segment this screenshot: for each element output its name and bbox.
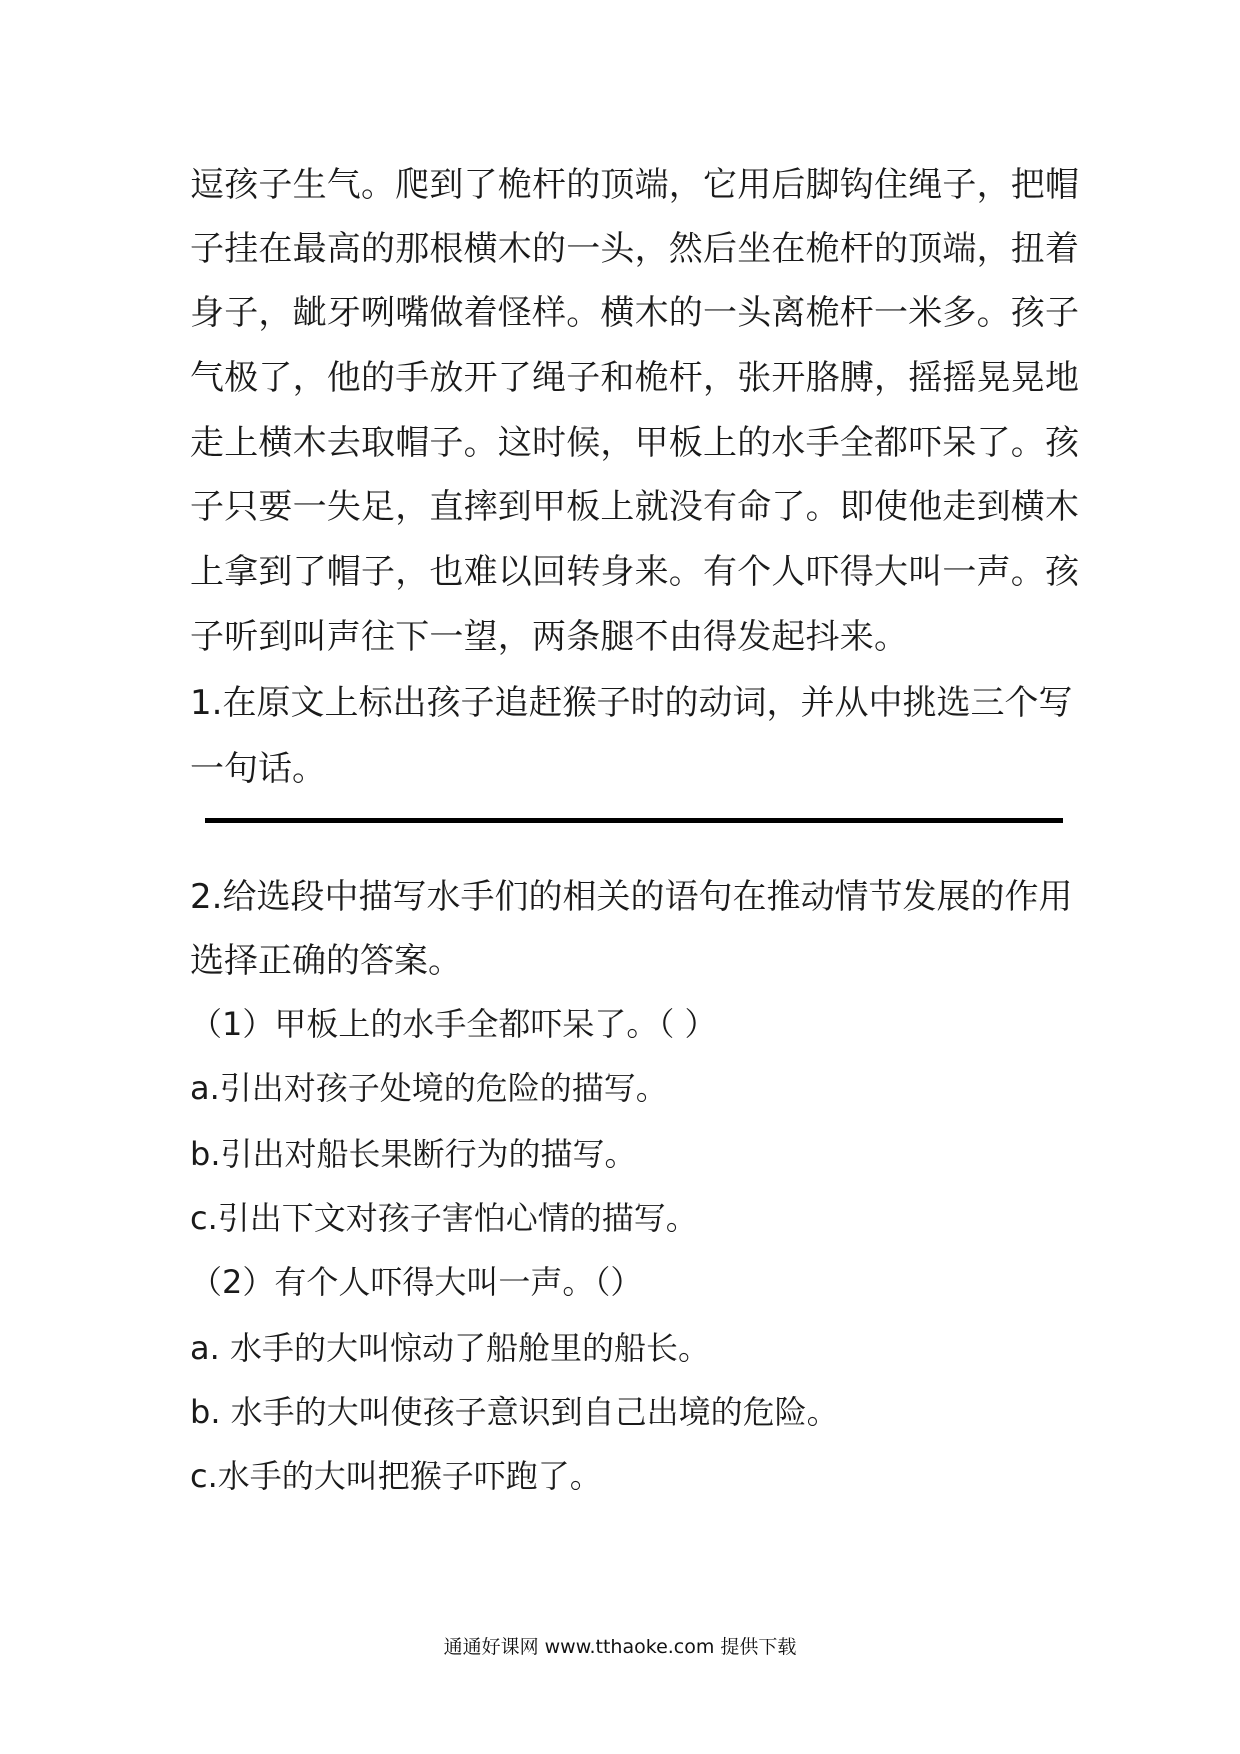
- passage-line: 气极了，他的手放开了绳子和桅杆，张开胳膊，摇摇晃晃地: [190, 358, 1080, 398]
- question-1-text: 一句话。: [190, 749, 326, 789]
- passage-line: 子挂在最高的那根横木的一头，然后坐在桅杆的顶端，扭着: [190, 229, 1080, 269]
- sub-question-2-prompt: （2）有个人吓得大叫一声。（）: [190, 1263, 643, 1301]
- passage-line: 走上横木去取帽子。这时候，甲板上的水手全都吓呆了。孩: [190, 423, 1080, 463]
- question-2-text: 2.给选段中描写水手们的相关的语句在推动情节发展的作用: [190, 877, 1073, 917]
- sub-question-1-option-a: a.引出对孩子处境的危险的描写。: [190, 1069, 668, 1107]
- passage-line: 子听到叫声往下一望，两条腿不由得发起抖来。: [190, 617, 909, 657]
- sub-question-2-option-c: c.水手的大叫把猴子吓跑了。: [190, 1457, 602, 1495]
- sub-question-2-option-a: a. 水手的大叫惊动了船舱里的船长。: [190, 1329, 710, 1367]
- passage-line: 上拿到了帽子，也难以回转身来。有个人吓得大叫一声。孩: [190, 552, 1080, 592]
- sub-question-1-option-b: b.引出对船长果断行为的描写。: [190, 1135, 637, 1173]
- answer-line: [205, 818, 1063, 823]
- sub-question-2-option-b: b. 水手的大叫使孩子意识到自己出境的危险。: [190, 1393, 839, 1431]
- passage-line: 逗孩子生气。爬到了桅杆的顶端，它用后脚钩住绳子，把帽: [190, 165, 1080, 205]
- question-2-text: 选择正确的答案。: [190, 941, 462, 981]
- question-1-text: 1.在原文上标出孩子追赶猴子时的动词，并从中挑选三个写: [190, 683, 1073, 723]
- sub-question-1-prompt: （1）甲板上的水手全都吓呆了。（ ）: [190, 1005, 717, 1043]
- passage-line: 子只要一失足，直摔到甲板上就没有命了。即使他走到横木: [190, 487, 1080, 527]
- footer-source-note: 通通好课网 www.tthaoke.com 提供下载: [443, 1636, 797, 1658]
- passage-line: 身子，龇牙咧嘴做着怪样。横木的一头离桅杆一米多。孩子: [190, 293, 1080, 333]
- sub-question-1-option-c: c.引出下文对孩子害怕心情的描写。: [190, 1199, 698, 1237]
